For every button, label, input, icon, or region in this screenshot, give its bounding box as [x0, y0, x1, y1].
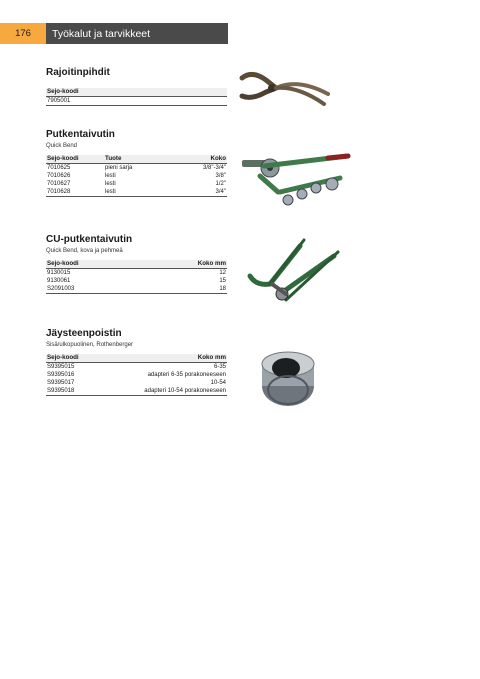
column-header: Sejo-koodi	[46, 260, 141, 269]
table-cell: 7010625	[47, 165, 71, 171]
table-cell: 1/2"	[215, 181, 226, 187]
column-header: Sejo-koodi	[46, 354, 98, 363]
column-header: Sejo-koodi	[46, 88, 227, 97]
product-putkentaivutin	[46, 129, 227, 197]
table-cell: 9130061	[47, 278, 71, 284]
table-row	[46, 371, 227, 379]
table-cell: S9395016	[47, 372, 75, 378]
table-cell: 7010628	[46, 188, 104, 197]
table-cell: S9395018	[46, 387, 98, 396]
product-title: Rajoitinpihdit	[46, 67, 110, 78]
table-row	[46, 172, 227, 180]
table-row	[46, 285, 227, 294]
product-cu-putkentaivutin	[46, 234, 227, 294]
table-cell: pieni sarja	[105, 165, 133, 171]
product-table	[46, 260, 227, 294]
table-cell: lesti	[105, 181, 116, 187]
column-header: Tuote	[104, 155, 170, 164]
table-cell: 10-54	[210, 380, 226, 386]
table-cell: 12	[219, 270, 226, 276]
copper-pipe-bender-image	[242, 234, 342, 304]
product-table	[46, 155, 227, 197]
table-row	[46, 164, 227, 173]
page-number: 176	[0, 23, 46, 44]
column-header: Sejo-koodi	[46, 155, 104, 164]
product-subtitle: Sisä/ulkopuolinen, Rothenberger	[46, 342, 134, 348]
table-cell: S9395015	[47, 364, 75, 370]
product-subtitle: Quick Bend, kova ja pehmeä	[46, 248, 123, 254]
column-header: Koko	[170, 155, 227, 164]
table-row	[46, 387, 227, 396]
table-row	[46, 277, 227, 285]
table-cell: 9130015	[47, 270, 71, 276]
table-cell: 3/8"	[215, 173, 226, 179]
table-cell: 3/4"	[170, 188, 227, 197]
table-cell: 7905001	[46, 97, 227, 106]
table-row	[46, 188, 227, 197]
pipe-bender-set-image	[240, 148, 352, 212]
table-cell: lesti	[105, 173, 116, 179]
table-cell: adapteri 6-35 porakoneeseen	[147, 372, 226, 378]
table-cell: 18	[141, 285, 227, 294]
product-title: Jäysteenpoistin	[46, 328, 122, 339]
table-cell: S2091003	[46, 285, 141, 294]
table-row	[46, 269, 227, 278]
column-header: Koko mm	[141, 260, 227, 269]
page-header	[0, 23, 228, 44]
table-cell: 3/8"-3/4"	[203, 165, 226, 171]
table-row	[46, 379, 227, 387]
table-cell: lesti	[104, 188, 170, 197]
product-table	[46, 88, 227, 106]
product-title: Putkentaivutin	[46, 129, 115, 140]
table-row	[46, 97, 227, 106]
product-subtitle: Quick Bend	[46, 143, 78, 149]
product-table	[46, 354, 227, 396]
product-jaysteenpoistin	[46, 328, 227, 396]
table-cell: 7010627	[47, 181, 71, 187]
deburring-tool-image	[258, 348, 318, 410]
table-cell: 7010626	[47, 173, 71, 179]
table-cell: 15	[219, 278, 226, 284]
table-row	[46, 180, 227, 188]
product-title: CU-putkentaivutin	[46, 234, 133, 245]
table-cell: S9395017	[47, 380, 75, 386]
end-cutting-pliers-image	[236, 66, 332, 110]
table-row	[46, 363, 227, 372]
table-cell: 6-35	[213, 364, 226, 370]
column-header: Koko mm	[98, 354, 227, 363]
product-rajoitinpihdit	[46, 67, 227, 106]
table-cell: adapteri 10-54 porakoneeseen	[98, 387, 227, 396]
chapter-title: Työkalut ja tarvikkeet	[46, 23, 228, 44]
